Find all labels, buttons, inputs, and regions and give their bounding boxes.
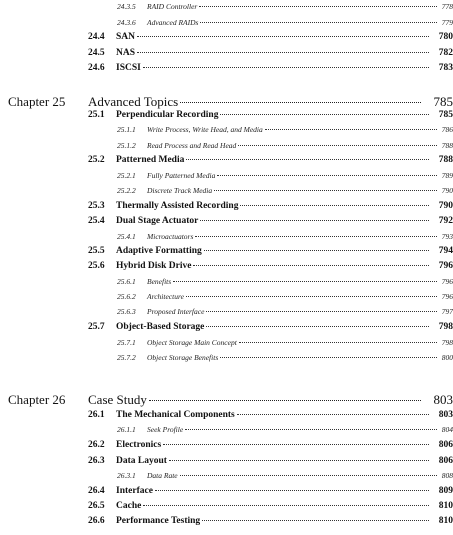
entry-number: 25.3 [88, 201, 105, 211]
dot-leader [220, 357, 437, 358]
entry-title: Perpendicular Recording [116, 110, 219, 120]
toc-subsection-entry[interactable] [0, 125, 453, 134]
entry-number: 26.3 [88, 456, 105, 466]
entry-title: Read Process and Read Head [147, 141, 237, 150]
entry-page-number: 803 [433, 392, 453, 407]
dot-leader [217, 175, 437, 176]
dot-leader [200, 220, 429, 221]
entry-title: Seek Profile [147, 425, 184, 434]
toc-section-entry[interactable] [0, 261, 453, 271]
entry-title: Data Layout [116, 456, 167, 466]
entry-number: 25.2.1 [117, 171, 136, 180]
entry-page-number: 789 [441, 171, 453, 180]
toc-section-entry[interactable] [0, 322, 453, 332]
dot-leader [143, 67, 429, 68]
entry-number: 25.1.1 [117, 125, 136, 134]
toc-section-entry[interactable] [0, 63, 453, 73]
dot-leader [214, 190, 437, 191]
toc-section-entry[interactable] [0, 32, 453, 42]
entry-title: Cache [116, 501, 142, 511]
entry-number: 26.1 [88, 410, 105, 420]
toc-subsection-entry[interactable] [0, 186, 453, 195]
dot-leader [155, 490, 429, 491]
toc-subsection-entry[interactable] [0, 232, 453, 241]
entry-page-number: 796 [441, 292, 453, 301]
entry-number: 25.6 [88, 261, 105, 271]
toc-subsection-entry[interactable] [0, 292, 453, 301]
entry-number: 25.1.2 [117, 141, 136, 150]
toc-section-entry[interactable] [0, 48, 453, 58]
entry-title: RAID Controller [147, 2, 198, 11]
dot-leader [202, 520, 429, 521]
entry-title: Adaptive Formatting [116, 246, 202, 256]
toc-section-entry[interactable] [0, 216, 453, 226]
entry-title: Electronics [116, 440, 162, 450]
dot-leader [149, 400, 421, 401]
dot-leader [239, 342, 437, 343]
entry-page-number: 808 [441, 471, 453, 480]
entry-number: 25.2.2 [117, 186, 136, 195]
toc-subsection-entry[interactable] [0, 171, 453, 180]
entry-page-number: 792 [438, 216, 453, 226]
entry-title: Performance Testing [116, 516, 201, 526]
entry-number: 24.5 [88, 48, 105, 58]
toc-subsection-entry[interactable] [0, 471, 453, 480]
entry-title: The Mechanical Components [116, 410, 235, 420]
toc-subsection-entry[interactable] [0, 307, 453, 316]
toc-section-entry[interactable] [0, 110, 453, 120]
toc-chapter-entry[interactable] [0, 94, 453, 110]
dot-leader [180, 102, 421, 103]
entry-page-number: 780 [438, 32, 453, 42]
entry-page-number: 779 [441, 18, 453, 27]
toc-subsection-entry[interactable] [0, 425, 453, 434]
entry-title: Write Process, Write Head, and Media [147, 125, 263, 134]
toc-subsection-entry[interactable] [0, 338, 453, 347]
dot-leader [195, 236, 437, 237]
entry-number: 25.4 [88, 216, 105, 226]
toc-subsection-entry[interactable] [0, 141, 453, 150]
toc-section-entry[interactable] [0, 246, 453, 256]
dot-leader [204, 250, 429, 251]
entry-title: Object Storage Benefits [147, 353, 219, 362]
entry-number: 25.2 [88, 155, 105, 165]
dot-leader [238, 145, 437, 146]
entry-page-number: 794 [438, 246, 453, 256]
entry-title: NAS [116, 48, 136, 58]
entry-title: Advanced Topics [88, 94, 179, 109]
dot-leader [169, 460, 429, 461]
entry-title: Interface [116, 486, 153, 496]
entry-title: Benefits [147, 277, 172, 286]
entry-number: 26.1.1 [117, 425, 136, 434]
entry-page-number: 806 [438, 456, 453, 466]
entry-title: Case Study [88, 392, 147, 407]
toc-subsection-entry[interactable] [0, 353, 453, 362]
dot-leader [143, 505, 429, 506]
entry-page-number: 783 [438, 63, 453, 73]
entry-page-number: 797 [441, 307, 453, 316]
toc-subsection-entry[interactable] [0, 277, 453, 286]
entry-page-number: 788 [438, 155, 453, 165]
entry-page-number: 810 [438, 516, 453, 526]
entry-number: 25.1 [88, 110, 105, 120]
entry-page-number: 798 [438, 322, 453, 332]
entry-number: 25.6.2 [117, 292, 136, 301]
entry-title: SAN [116, 32, 136, 42]
entry-title: Proposed Interface [147, 307, 205, 316]
entry-number: 25.5 [88, 246, 105, 256]
entry-title: Object-Based Storage [116, 322, 205, 332]
entry-page-number: 793 [441, 232, 453, 241]
toc-subsection-entry[interactable] [0, 18, 453, 27]
entry-page-number: 800 [441, 353, 453, 362]
entry-page-number: 796 [438, 261, 453, 271]
toc-section-entry[interactable] [0, 516, 453, 526]
dot-leader [186, 296, 437, 297]
entry-page-number: 796 [441, 277, 453, 286]
dot-leader [163, 444, 429, 445]
entry-title: Thermally Assisted Recording [116, 201, 239, 211]
dot-leader [137, 36, 429, 37]
entry-title: Object Storage Main Concept [147, 338, 237, 347]
entry-number: Chapter 25 [8, 94, 66, 109]
toc-section-entry[interactable] [0, 410, 453, 420]
toc-section-entry[interactable] [0, 155, 453, 165]
entry-number: 26.6 [88, 516, 105, 526]
entry-number: 26.5 [88, 501, 105, 511]
toc-chapter-entry[interactable] [0, 392, 453, 408]
toc-section-entry[interactable] [0, 456, 453, 466]
entry-number: 24.3.6 [117, 18, 136, 27]
dot-leader [199, 6, 437, 7]
entry-number: 25.7.2 [117, 353, 136, 362]
entry-number: 25.4.1 [117, 232, 136, 241]
entry-page-number: 778 [441, 2, 453, 11]
entry-page-number: 790 [438, 201, 453, 211]
toc-section-entry[interactable] [0, 486, 453, 496]
entry-number: 25.6.1 [117, 277, 136, 286]
entry-page-number: 790 [441, 186, 453, 195]
entry-page-number: 786 [441, 125, 453, 134]
entry-number: 26.2 [88, 440, 105, 450]
entry-title: Hybrid Disk Drive [116, 261, 192, 271]
entry-number: 25.7.1 [117, 338, 136, 347]
entry-number: 24.6 [88, 63, 105, 73]
entry-number: 24.3.5 [117, 2, 136, 11]
dot-leader [240, 205, 429, 206]
entry-page-number: 782 [438, 48, 453, 58]
entry-title: Microactuators [147, 232, 194, 241]
dot-leader [185, 429, 437, 430]
dot-leader [186, 159, 429, 160]
entry-title: Discrete Track Media [147, 186, 213, 195]
entry-title: Dual Stage Actuator [116, 216, 199, 226]
dot-leader [265, 129, 437, 130]
entry-page-number: 785 [438, 110, 453, 120]
entry-title: Fully Patterned Media [147, 171, 216, 180]
entry-number: 25.6.3 [117, 307, 136, 316]
entry-title: Architecture [147, 292, 184, 301]
entry-number: 26.3.1 [117, 471, 136, 480]
entry-title: Advanced RAIDs [147, 18, 199, 27]
entry-page-number: 785 [433, 94, 453, 109]
entry-number: 25.7 [88, 322, 105, 332]
entry-page-number: 798 [441, 338, 453, 347]
entry-page-number: 788 [441, 141, 453, 150]
entry-page-number: 803 [438, 410, 453, 420]
dot-leader [206, 326, 429, 327]
toc-section-entry[interactable] [0, 201, 453, 211]
entry-number: 26.4 [88, 486, 105, 496]
dot-leader [193, 265, 429, 266]
dot-leader [173, 281, 437, 282]
dot-leader [220, 114, 429, 115]
dot-leader [237, 414, 429, 415]
entry-title: Patterned Media [116, 155, 185, 165]
dot-leader [200, 22, 437, 23]
entry-title: ISCSI [116, 63, 141, 73]
dot-leader [180, 475, 437, 476]
entry-number: Chapter 26 [8, 392, 66, 407]
dot-leader [206, 311, 437, 312]
entry-page-number: 804 [441, 425, 453, 434]
toc-section-entry[interactable] [0, 440, 453, 450]
toc-section-entry[interactable] [0, 501, 453, 511]
entry-page-number: 809 [438, 486, 453, 496]
toc-subsection-entry[interactable] [0, 2, 453, 11]
entry-number: 24.4 [88, 32, 105, 42]
entry-title: Data Rate [147, 471, 178, 480]
entry-page-number: 806 [438, 440, 453, 450]
dot-leader [137, 52, 429, 53]
entry-page-number: 810 [438, 501, 453, 511]
